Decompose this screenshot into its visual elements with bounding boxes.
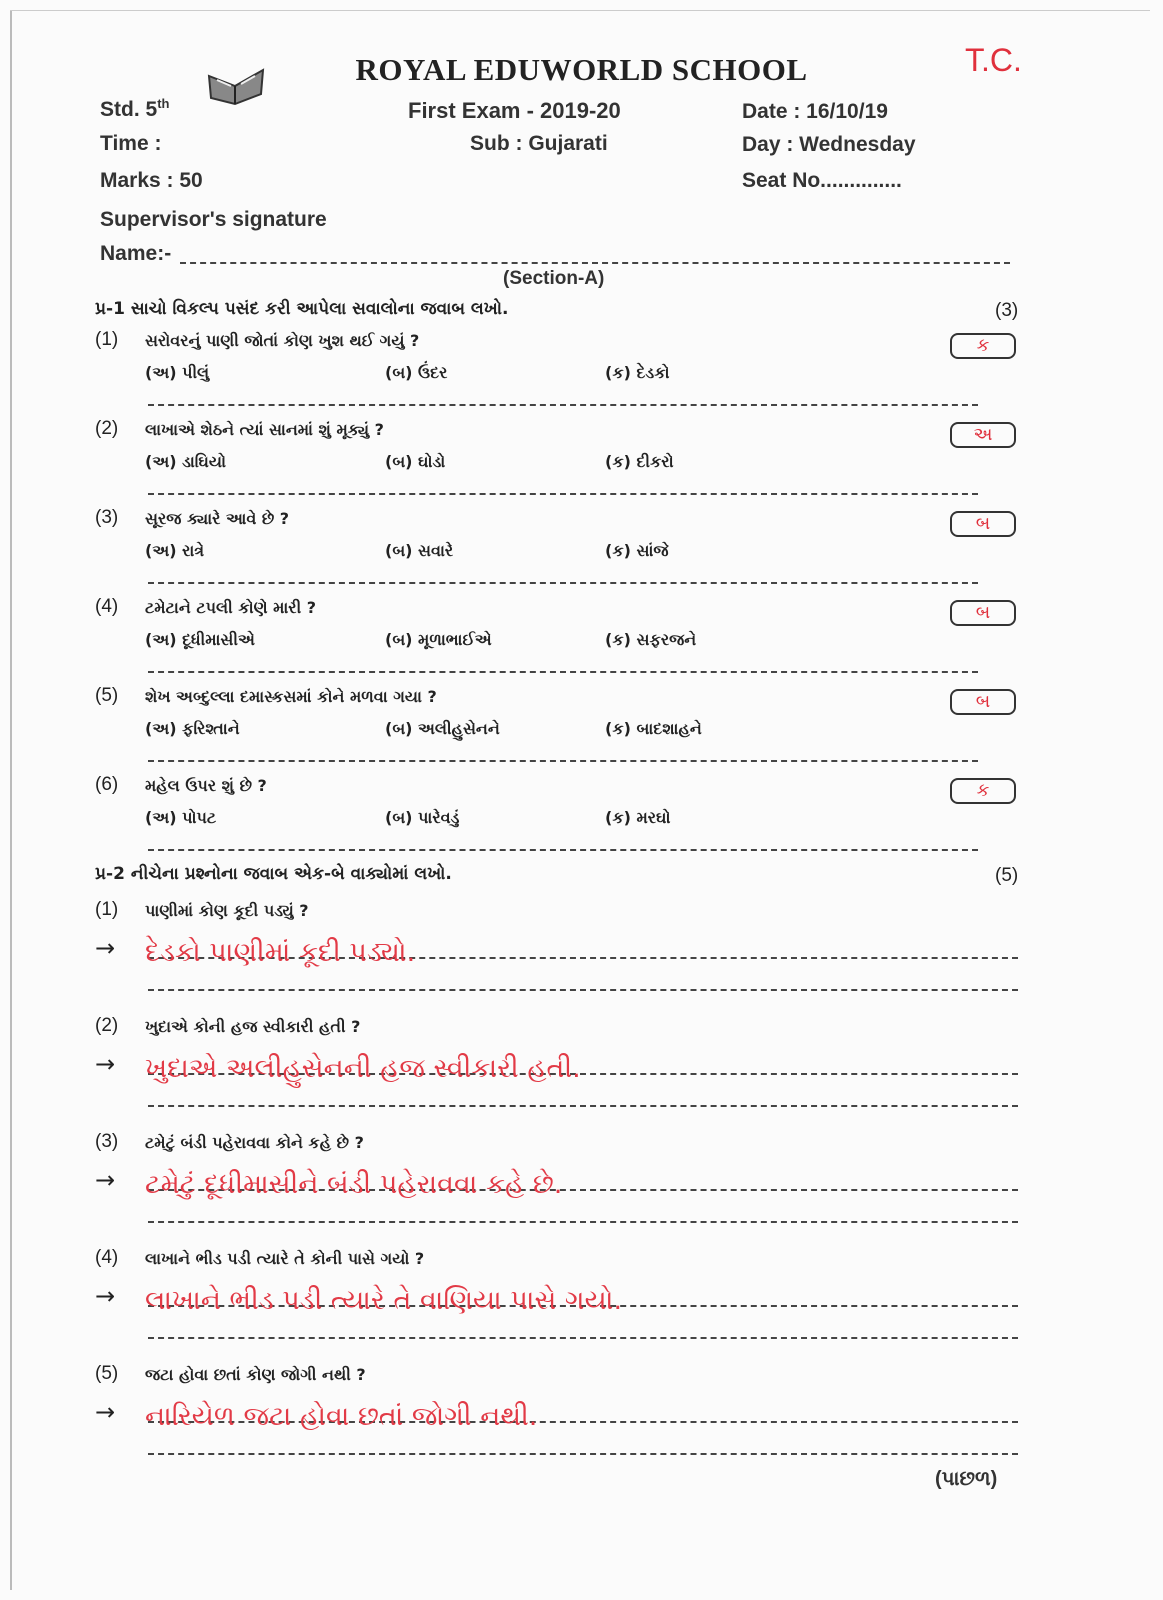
answer-box: ક: [950, 333, 1016, 359]
question-text: મહેલ ઉપર શું છે ?: [145, 776, 267, 795]
section-a-title: (Section-A): [503, 268, 605, 289]
exam-date: Date : 16/10/19: [742, 100, 888, 123]
option-c: (ક) દીકરો: [605, 452, 674, 471]
exam-day: Day : Wednesday: [742, 133, 916, 156]
question-text: સૂરજ ક્યારે આવે છે ?: [145, 509, 290, 528]
answer-line: [148, 1453, 1018, 1455]
option-b: (બ) પારેવડું: [385, 808, 460, 827]
answer-line: [148, 1337, 1018, 1339]
answer-box: બ: [950, 600, 1016, 626]
answer-line: [148, 1221, 1018, 1223]
option-b: (બ) અલીહુસેનને: [385, 719, 500, 738]
question-text: ટમેટું બંડી પહેરાવવા કોને કહે છે ?: [145, 1133, 364, 1152]
answer-line: [148, 760, 978, 762]
arrow-icon: →: [95, 1282, 116, 1310]
name-label: Name:-: [100, 242, 172, 265]
time-label: Time :: [100, 132, 162, 155]
arrow-icon: →: [95, 1050, 116, 1078]
q1-marks: (3): [995, 300, 1019, 321]
question-number: (1): [95, 899, 119, 920]
option-b: (બ) સવારે: [385, 541, 454, 560]
option-b: (બ) ઘોડો: [385, 452, 446, 471]
answer-box: અ: [950, 422, 1016, 448]
supervisor-signature: Supervisor's signature: [100, 208, 327, 231]
q1-heading: પ્ર-1 સાચો વિકલ્પ પસંદ કરી આપેલા સવાલોના જવાબ લખો.: [95, 299, 509, 319]
arrow-icon: →: [95, 1166, 116, 1194]
question-number: (3): [95, 1131, 119, 1152]
question-text: લાખાને ભીડ પડી ત્યારે તે કોની પાસે ગયો ?: [145, 1249, 425, 1268]
option-c: (ક) મરઘો: [605, 808, 671, 827]
option-c: (ક) સાંજે: [605, 541, 669, 560]
marks: Marks : 50: [100, 169, 203, 192]
handwritten-answer: ખુદાએ અલીહુસેનની હજ સ્વીકારી હતી.: [145, 1053, 581, 1084]
q2-heading: પ્ર-2 નીચેના પ્રશ્નોના જવાબ એક-બે વાક્યોમાં લખો.: [95, 864, 452, 884]
answer-line: [148, 1105, 1018, 1107]
option-c: (ક) બાદશાહને: [605, 719, 702, 738]
answer-line: [148, 989, 1018, 991]
option-b: (બ) મૂળાભાઈએ: [385, 630, 492, 649]
std-sup: th: [157, 96, 170, 111]
question-number: (5): [95, 1363, 119, 1384]
option-a: (અ) પોપટ: [145, 808, 217, 827]
question-number: (6): [95, 774, 119, 795]
handwritten-answer: ટમેટું દૂધીમાસીને બંડી પહેરાવવા કહે છે.: [145, 1169, 563, 1200]
answer-line: [148, 404, 978, 406]
exam-title: First Exam - 2019-20: [408, 98, 621, 123]
question-number: (2): [95, 418, 119, 439]
answer-box: બ: [950, 511, 1016, 537]
arrow-icon: →: [95, 934, 116, 962]
std-label: [100, 96, 169, 122]
question-number: (1): [95, 329, 119, 350]
question-number: (4): [95, 596, 119, 617]
option-c: (ક) સફરજને: [605, 630, 697, 649]
answer-line: [148, 582, 978, 584]
answer-line: [148, 493, 978, 495]
school-name: ROYAL EDUWORLD SCHOOL: [355, 52, 808, 87]
answer-box: ક: [950, 778, 1016, 804]
option-a: (અ) પીલું: [145, 363, 210, 382]
answer-box: બ: [950, 689, 1016, 715]
option-a: (અ) દૂધીમાસીએ: [145, 630, 255, 649]
question-number: (5): [95, 685, 119, 706]
question-number: (3): [95, 507, 119, 528]
answer-line: [148, 849, 978, 851]
question-text: શેખ અબ્દુલ્લા દમાસ્કસમાં કોને મળવા ગયા ?: [145, 687, 437, 706]
question-text: ટમેટાને ટપલી કોણે મારી ?: [145, 598, 317, 617]
q2-marks: (5): [995, 865, 1019, 886]
std-text: Std. 5: [100, 98, 158, 121]
option-a: (અ) રાત્રે: [145, 541, 205, 560]
subject: Sub : Gujarati: [470, 132, 608, 155]
option-a: (અ) ડાઘિયો: [145, 452, 226, 471]
question-text: સરોવરનું પાણી જોતાં કોણ ખુશ થઈ ગયું ?: [145, 331, 420, 350]
option-c: (ક) દેડકો: [605, 363, 670, 382]
question-text: લાખાએ શેઠને ત્યાં સાનમાં શું મૂક્યું ?: [145, 420, 384, 439]
page-turn-note: (પાછળ): [935, 1468, 998, 1490]
question-number: (2): [95, 1015, 119, 1036]
question-number: (4): [95, 1247, 119, 1268]
name-line: [180, 262, 1010, 264]
question-text: ખુદાએ કોની હજ સ્વીકારી હતી ?: [145, 1017, 361, 1036]
answer-line: [148, 671, 978, 673]
handwritten-answer: લાખાને ભીડ પડી ત્યારે તે વાણિયા પાસે ગયો.: [145, 1285, 623, 1316]
option-b: (બ) ઉંદર: [385, 363, 448, 382]
scan-edge: [10, 10, 12, 1590]
seat-no: Seat No..............: [742, 169, 902, 192]
scan-edge-top: [10, 10, 1150, 11]
option-a: (અ) ફરિશ્તાને: [145, 719, 240, 738]
arrow-icon: →: [95, 1398, 116, 1426]
handwritten-answer: દેડકો પાણીમાં કૂદી પડ્યો.: [145, 937, 416, 968]
teacher-mark: T.C.: [965, 42, 1022, 78]
question-text: પાણીમાં કોણ કૂદી પડ્યું ?: [145, 901, 309, 920]
handwritten-answer: નારિયેળ જટા હોવા છતાં જોગી નથી.: [145, 1401, 538, 1432]
question-text: જટા હોવા છતાં કોણ જોગી નથી ?: [145, 1365, 366, 1384]
